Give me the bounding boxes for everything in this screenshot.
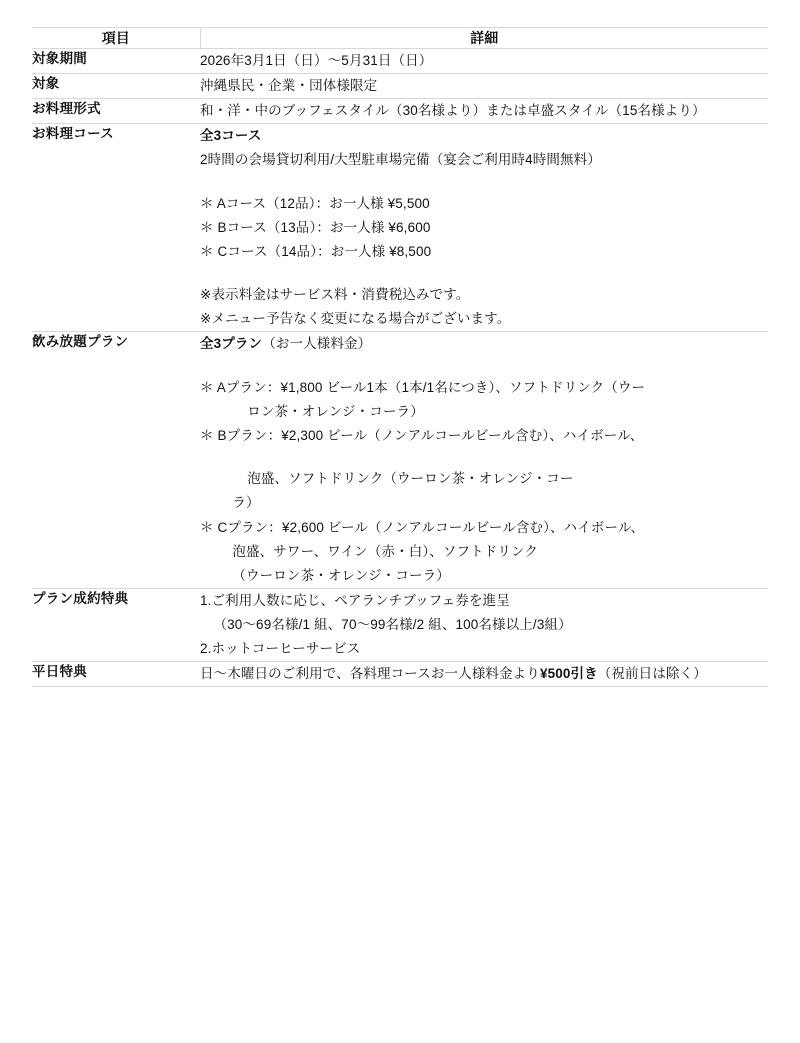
header-item: 項目 bbox=[32, 28, 200, 49]
row-label-target: 対象 bbox=[32, 76, 60, 92]
row-detail-style bbox=[200, 99, 768, 124]
detail-line: 2時間の会場貸切利用/大型駐車場完備（宴会ご利用時4時間無料） bbox=[200, 152, 601, 168]
table-row bbox=[32, 74, 768, 99]
detail-line: 1.ご利用人数に応じ、ペアランチブッフェ券を進呈 bbox=[200, 592, 510, 608]
row-detail-weekday bbox=[200, 661, 768, 686]
table-row bbox=[32, 49, 768, 74]
course-title: 全3コース bbox=[200, 128, 262, 144]
detail-line: 泡盛、ソフトドリンク（ウーロン茶・オレンジ・コー bbox=[247, 471, 574, 487]
row-label-benefits: プラン成約特典 bbox=[32, 590, 129, 606]
table-header-row bbox=[32, 28, 768, 49]
detail-line: （30〜69名様/1 組、70〜99名様/2 組、100名様以上/3組） bbox=[213, 616, 572, 632]
row-detail-drink-plan bbox=[200, 332, 768, 588]
detail-line: 和・洋・中のブッフェスタイル（30名様より）または卓盛スタイル（15名様より） bbox=[200, 103, 706, 119]
detail-line: ※メニュー予告なく変更になる場合がございます。 bbox=[200, 311, 511, 327]
detail-line: ＊ Aコース（12品）：お一人様 ¥5,500 bbox=[200, 195, 430, 211]
row-detail-target bbox=[200, 74, 768, 99]
detail-line: ＊ Aプラン：¥1,800 ビール1本（1本/1名につき）、ソフトドリンク（ウー bbox=[200, 379, 646, 395]
weekday-benefit-text bbox=[200, 662, 768, 686]
spacer bbox=[200, 356, 768, 376]
plan-details-table bbox=[32, 27, 768, 687]
detail-line: （ウーロン茶・オレンジ・コーラ） bbox=[232, 567, 450, 583]
table-row bbox=[32, 99, 768, 124]
detail-line: （祝前日は除く） bbox=[597, 665, 707, 681]
detail-line: ※表示料金はサービス料・消費税込みです。 bbox=[200, 287, 470, 303]
drink-plan-title: 全3プラン bbox=[200, 336, 263, 352]
detail-line: ＊ Bコース（13品）：お一人様 ¥6,600 bbox=[200, 219, 431, 235]
detail-line: ラ） bbox=[232, 495, 260, 511]
row-label-drink-plan: 飲み放題プラン bbox=[32, 334, 129, 350]
row-label-course: お料理コース bbox=[32, 126, 114, 142]
table-row bbox=[32, 588, 768, 661]
row-detail-course bbox=[200, 124, 768, 332]
table-row bbox=[32, 332, 768, 588]
detail-line: ＊ Cプラン：¥2,600 ビール（ノンアルコールビール含む）、ハイボール、 bbox=[200, 519, 645, 535]
detail-line: 泡盛、サワー、ワイン（赤・白）、ソフトドリンク bbox=[232, 543, 539, 559]
detail-line: 2.ホットコーヒーサービス bbox=[200, 640, 361, 656]
header-detail: 詳細 bbox=[470, 30, 499, 46]
spacer bbox=[200, 172, 768, 192]
row-detail-period bbox=[200, 49, 768, 74]
detail-line: 日〜木曜日のご利用で、各料理コースお一人様料金より bbox=[200, 665, 540, 681]
spacer bbox=[200, 448, 768, 468]
table-row bbox=[32, 124, 768, 332]
spacer bbox=[200, 264, 768, 284]
detail-line: 2026年3月1日（日）〜5月31日（日） bbox=[200, 53, 433, 68]
detail-line: 沖縄県民・企業・団体様限定 bbox=[200, 78, 378, 94]
row-label-style: お料理形式 bbox=[32, 101, 101, 117]
drink-plan-title-suffix: （お一人様料金） bbox=[262, 336, 372, 352]
row-label-period: 対象期間 bbox=[32, 51, 88, 66]
row-detail-benefits bbox=[200, 588, 768, 661]
detail-line: ロン茶・オレンジ・コーラ） bbox=[247, 403, 424, 419]
detail-line: ＊ Bプラン：¥2,300 ビール（ノンアルコールビール含む）、ハイボール、 bbox=[200, 427, 644, 443]
detail-line: ＊ Cコース（14品）：お一人様 ¥8,500 bbox=[200, 243, 432, 259]
discount-amount: ¥500引き bbox=[539, 665, 598, 681]
drink-plan-title-line bbox=[200, 332, 768, 356]
table-row bbox=[32, 661, 768, 686]
row-label-weekday: 平日特典 bbox=[32, 663, 88, 679]
